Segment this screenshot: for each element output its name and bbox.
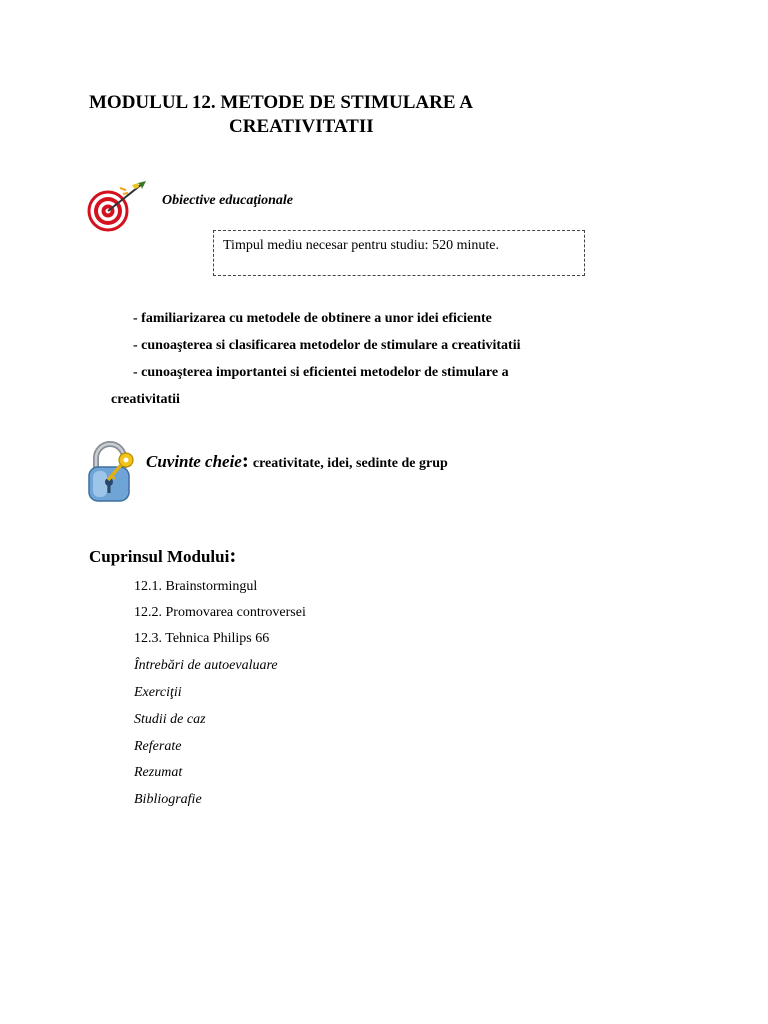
- objective-item: - familiarizarea cu metodele de obtinere a unor idei eficiente: [133, 311, 492, 326]
- objective-item-continuation: creativitatii: [111, 392, 180, 407]
- toc-item: Exerciţii: [134, 685, 182, 700]
- contents-heading-label: Cuprinsul Modului: [89, 547, 230, 566]
- keywords-line: [146, 448, 448, 473]
- toc-item: 12.3. Tehnica Philips 66: [134, 631, 270, 646]
- study-time-box: [213, 230, 585, 276]
- toc-item: Bibliografie: [134, 792, 202, 807]
- objective-item: - cunoaşterea importantei si eficientei metodelor de stimulare a: [133, 365, 509, 380]
- padlock-key-icon: [86, 440, 138, 504]
- contents-heading: [89, 543, 236, 568]
- toc-item: Studii de caz: [134, 712, 206, 727]
- contents-heading-colon: :: [229, 543, 237, 567]
- toc-item: Referate: [134, 739, 182, 754]
- toc-item: Rezumat: [134, 765, 183, 780]
- target-arrow-icon: [86, 178, 148, 236]
- module-title-line-1: MODULUL 12. METODE DE STIMULARE A: [89, 92, 473, 113]
- keywords-values: creativitate, idei, sedinte de grup: [252, 456, 448, 471]
- objective-item: - cunoaşterea si clasificarea metodelor de stimulare a creativitatii: [133, 338, 521, 353]
- toc-item: 12.1. Brainstormingul: [134, 579, 258, 594]
- objectives-label: Obiective educaţionale: [162, 193, 294, 208]
- keywords-colon: :: [241, 448, 249, 472]
- study-time-text: Timpul mediu necesar pentru studiu: 520 minute.: [223, 238, 499, 253]
- keywords-label: Cuvinte cheie: [146, 452, 242, 471]
- toc-item: Întrebări de autoevaluare: [134, 658, 278, 673]
- module-title-line-2: CREATIVITATII: [229, 116, 374, 137]
- toc-item: 12.2. Promovarea controversei: [134, 605, 306, 620]
